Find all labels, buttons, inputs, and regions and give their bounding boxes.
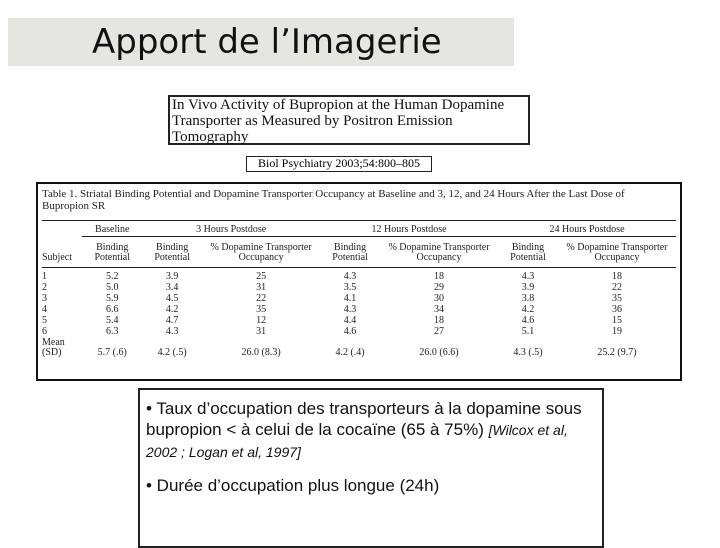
table-row: [42, 316, 676, 327]
table-cell: 1: [42, 271, 47, 282]
table-cell: 15: [611, 315, 622, 326]
table-cell: 34: [434, 304, 444, 315]
column-header: % Dopamine Transporter Occupancy: [380, 236, 498, 267]
table-cell: 12: [256, 315, 267, 326]
table-cell: 35: [611, 293, 622, 304]
table-cell: 5: [42, 315, 47, 326]
table-cell: 5.4: [106, 315, 119, 326]
table-row: [42, 338, 676, 359]
article-title: In Vivo Activity of Bupropion at the Human Dopamine Transporter as Measured by Positron Emission Tomography: [168, 95, 530, 145]
column-header: Binding Potential: [320, 236, 380, 267]
table-cell: 5.9: [106, 293, 119, 304]
table-cell: 27: [434, 326, 444, 337]
table-row: [42, 283, 676, 294]
table-cell: 6.3: [106, 326, 119, 337]
table-cell: 31: [256, 282, 267, 293]
column-header: Binding Potential: [142, 236, 202, 267]
table-cell: Mean (SD): [42, 336, 65, 358]
table-cell: 3.9: [521, 282, 535, 293]
table-cell: 18: [434, 315, 444, 326]
data-table: [42, 220, 676, 359]
journal-reference: Biol Psychiatry 2003;54:800–805: [246, 156, 432, 172]
table-cell: 19: [611, 326, 622, 337]
group-header: 12 Hours Postdose: [320, 221, 498, 237]
column-header: % Dopamine Transporter Occupancy: [202, 236, 320, 267]
table-cell: 4.2 (.4): [335, 347, 365, 358]
bullet-reference: [Wilcox et al, 2002 ; Logan et al, 1997]: [146, 422, 568, 460]
table-cell: 4.3: [343, 271, 357, 282]
table-cell: 29: [434, 282, 444, 293]
table-cell: 25.2 (9.7): [597, 347, 637, 358]
table-row: [42, 294, 676, 305]
study-table: [36, 182, 682, 381]
table-cell: 4.3: [343, 304, 357, 315]
table-row: [42, 305, 676, 316]
table-cell: 31: [256, 326, 267, 337]
group-header: Baseline: [82, 221, 142, 237]
table-cell: 5.1: [521, 326, 535, 337]
table-cell: 3.8: [521, 293, 535, 304]
table-cell: 36: [611, 304, 622, 315]
table-cell: 4.2: [521, 304, 535, 315]
table-cell: 4.2 (.5): [157, 347, 187, 358]
table-cell: 18: [611, 271, 622, 282]
table-cell: 4.2: [165, 304, 179, 315]
column-header: Subject: [42, 236, 82, 267]
bullet-occupancy: [146, 398, 596, 463]
table-cell: 22: [611, 282, 622, 293]
slide-title: Apport de l’Imagerie: [92, 22, 442, 62]
bullet-duration: • Durée d’occupation plus longue (24h): [146, 476, 440, 495]
column-header: % Dopamine Transporter Occupancy: [558, 236, 676, 267]
table-cell: 4.3: [521, 271, 535, 282]
group-header: 24 Hours Postdose: [498, 221, 676, 237]
table-caption: Table 1. Striatal Binding Potential and Dopamine Transporter Occupancy at Baseline and 3, 12, and 24 Hours After the Last Dose of Bupropion SR: [42, 188, 625, 212]
bullet-box: [138, 388, 604, 548]
table-cell: 4.6: [343, 326, 357, 337]
table-cell: 26.0 (8.3): [241, 347, 281, 358]
table-cell: 4.7: [165, 315, 179, 326]
table-row: [42, 327, 676, 338]
table-cell: 4.3 (.5): [513, 347, 543, 358]
table-cell: 3: [42, 293, 47, 304]
group-header: 3 Hours Postdose: [142, 221, 320, 237]
table-cell: 3.4: [165, 282, 179, 293]
table-cell: 18: [434, 271, 444, 282]
table-cell: 4.4: [343, 315, 357, 326]
table-cell: 4.5: [165, 293, 179, 304]
table-cell: 6: [42, 326, 47, 337]
bullet-text: • Taux d’occupation des transporteurs à la dopamine sous bupropion < à celui de la cocaïne (65 à 75%): [146, 399, 582, 439]
table-cell: 26.0 (6.6): [419, 347, 459, 358]
table-cell: 3.9: [165, 271, 179, 282]
table-cell: 4.6: [521, 315, 535, 326]
table-cell: 5.0: [106, 282, 119, 293]
table-cell: 30: [434, 293, 444, 304]
table-cell: 5.7 (.6): [97, 347, 127, 358]
table-cell: 4: [42, 304, 47, 315]
table-cell: 22: [256, 293, 267, 304]
table-cell: 25: [256, 271, 267, 282]
table-row: [42, 267, 676, 283]
column-header: Binding Potential: [498, 236, 558, 267]
table-cell: 3.5: [343, 282, 357, 293]
table-cell: 6.6: [106, 304, 119, 315]
table-cell: 2: [42, 282, 47, 293]
table-cell: 4.1: [343, 293, 357, 304]
table-cell: 5.2: [106, 271, 119, 282]
table-cell: 4.3: [165, 326, 179, 337]
column-header: Binding Potential: [82, 236, 142, 267]
table-cell: 35: [256, 304, 267, 315]
